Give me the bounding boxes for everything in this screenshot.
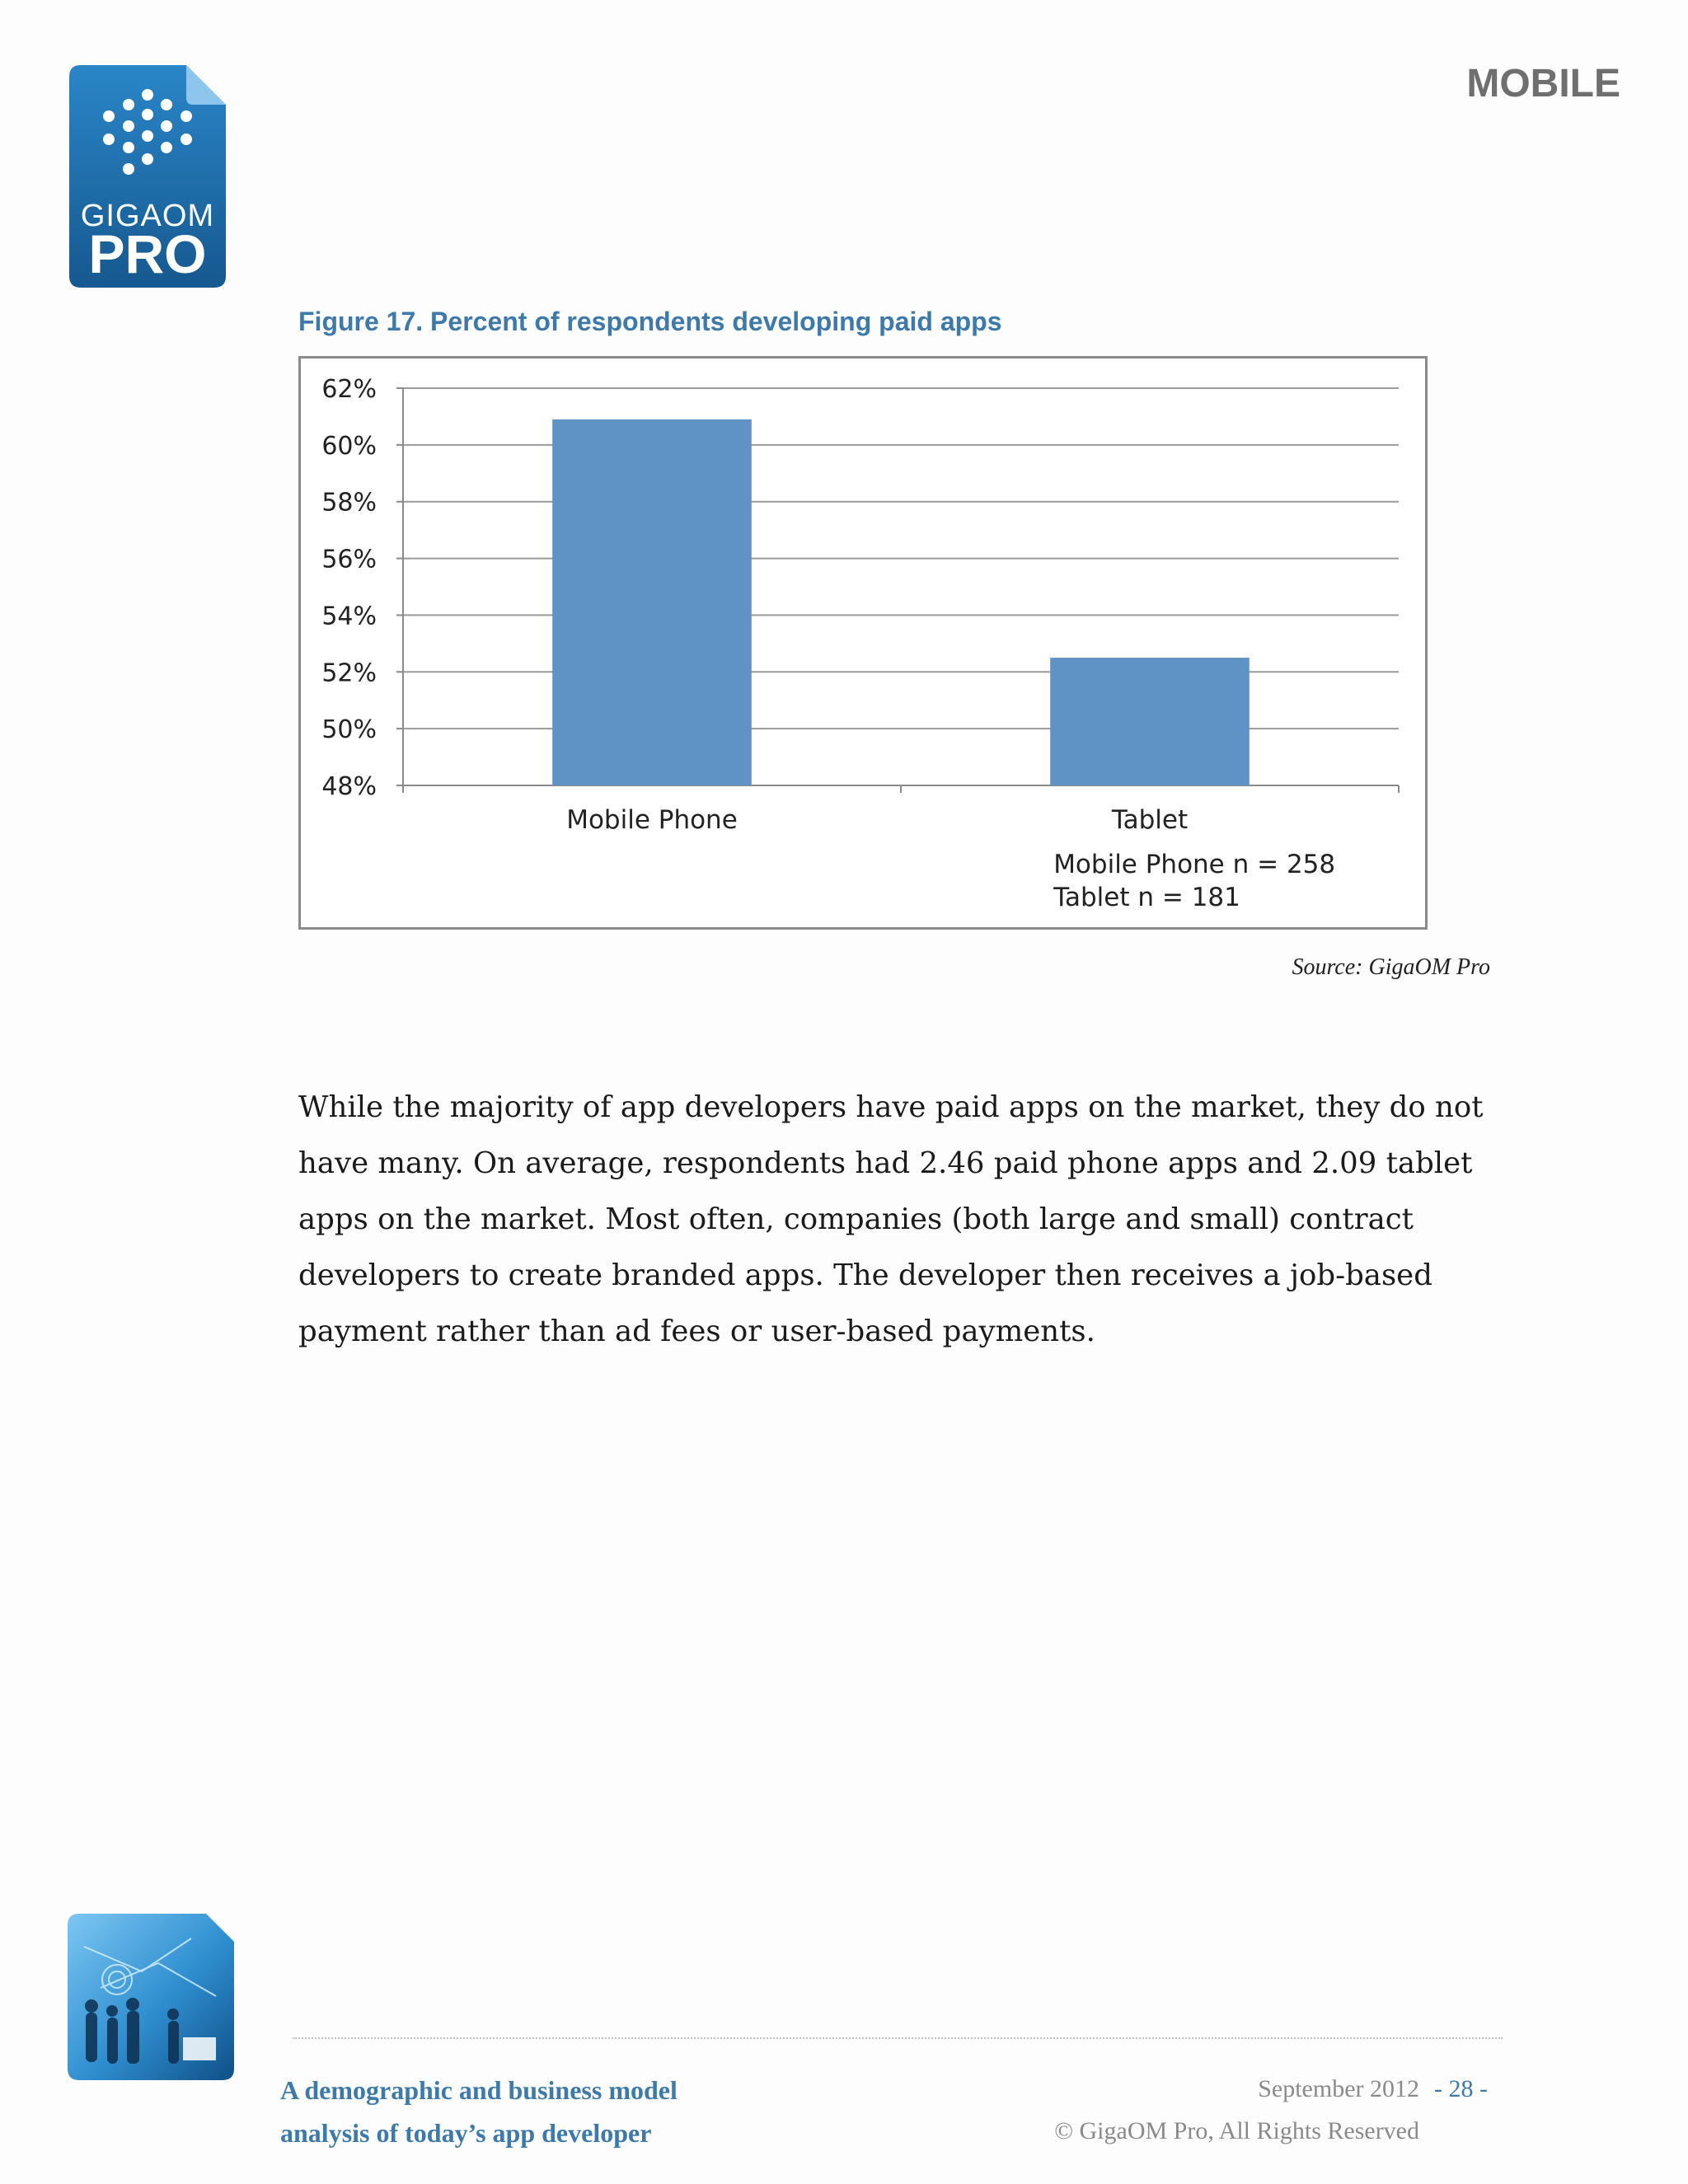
y-tick-label: 56% (321, 545, 377, 574)
bar-tablet (1050, 658, 1250, 785)
y-tick-label: 52% (321, 658, 377, 688)
footer-title-line-2: analysis of today’s app developer (280, 2118, 652, 2148)
page-number: - 28 - (1434, 2075, 1488, 2102)
x-category-label: Mobile Phone (566, 805, 738, 835)
bar-chart (301, 359, 1425, 927)
figure-title: Figure 17. Percent of respondents developing paid apps (298, 307, 1002, 336)
footer-thumbnail (68, 1914, 234, 2080)
chart-frame (298, 356, 1428, 930)
y-tick-label: 48% (321, 772, 377, 801)
y-tick-label: 62% (321, 375, 377, 404)
x-category-label: Tablet (1111, 805, 1189, 835)
gigaom-pro-logo (69, 65, 226, 288)
figure-source: Source: GigaOM Pro (1292, 954, 1490, 980)
logo-gigaom-text: GIGAOM (80, 199, 215, 233)
y-tick-label: 60% (321, 431, 377, 461)
y-tick-label: 58% (321, 488, 377, 518)
footer-copyright: © GigaOM Pro, All Rights Reserved (1054, 2117, 1419, 2144)
footer-date: September 2012 (1258, 2075, 1419, 2102)
y-tick-label: 50% (321, 715, 377, 745)
logo-pro-text: PRO (88, 223, 207, 284)
section-label: MOBILE (1466, 62, 1620, 105)
body-paragraph: While the majority of app developers have paid apps on the market, they do not have many. On average, respondents had 2.46 paid phone apps and 2.09 tablet apps on the market. Most often, companies (both large and small) contract developers to create branded apps. The developer then receives a job-based payment rather than ad fees or user-based payments. (298, 1090, 1484, 1348)
y-tick-label: 54% (321, 602, 377, 631)
footer-title-line-1: A demographic and business model (280, 2075, 678, 2105)
sample-size-note: Mobile Phone n = 258 (1053, 850, 1336, 879)
footer-divider (293, 2037, 1503, 2039)
bar-mobile-phone (552, 419, 752, 785)
sample-size-note: Tablet n = 181 (1053, 883, 1240, 912)
